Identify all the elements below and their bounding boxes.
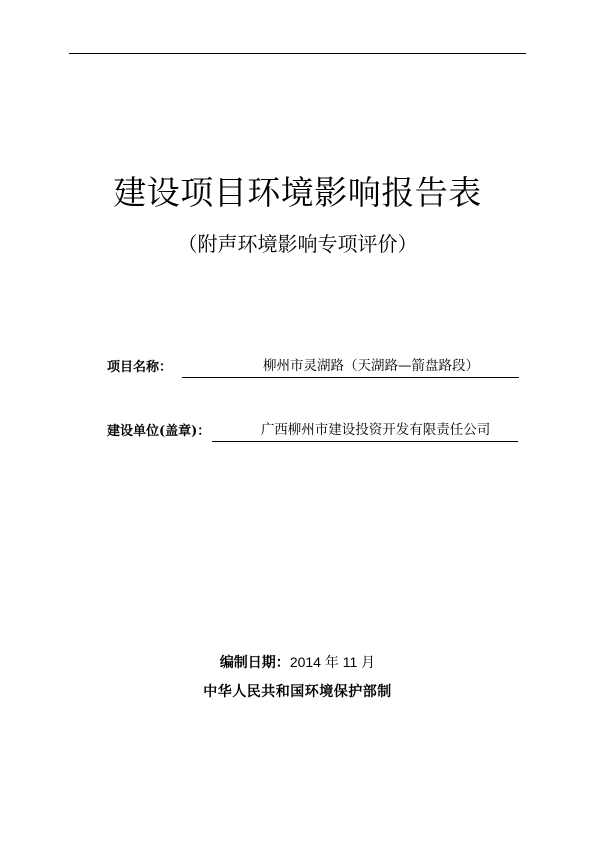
project-name-value: 柳州市灵湖路（天湖路—箭盘路段） — [182, 356, 519, 378]
builder-label: 建设单位(盖章)： — [107, 424, 211, 439]
compiled-date — [0, 652, 595, 673]
document-title: 建设项目环境影响报告表 — [113, 173, 482, 212]
project-name-row — [107, 356, 519, 378]
header-rule — [69, 53, 526, 54]
compiled-date-value: 2014 年 11 月 — [289, 654, 376, 670]
document-subtitle: （附声环境影响专项评价） — [177, 232, 418, 256]
compiled-date-label: 编制日期： — [219, 655, 290, 671]
builder-row — [107, 420, 518, 442]
issuing-authority: 中华人民共和国环境保护部制 — [203, 684, 392, 700]
builder-value: 广西柳州市建设投资开发有限责任公司 — [212, 420, 518, 442]
project-name-label: 项目名称： — [107, 360, 173, 375]
